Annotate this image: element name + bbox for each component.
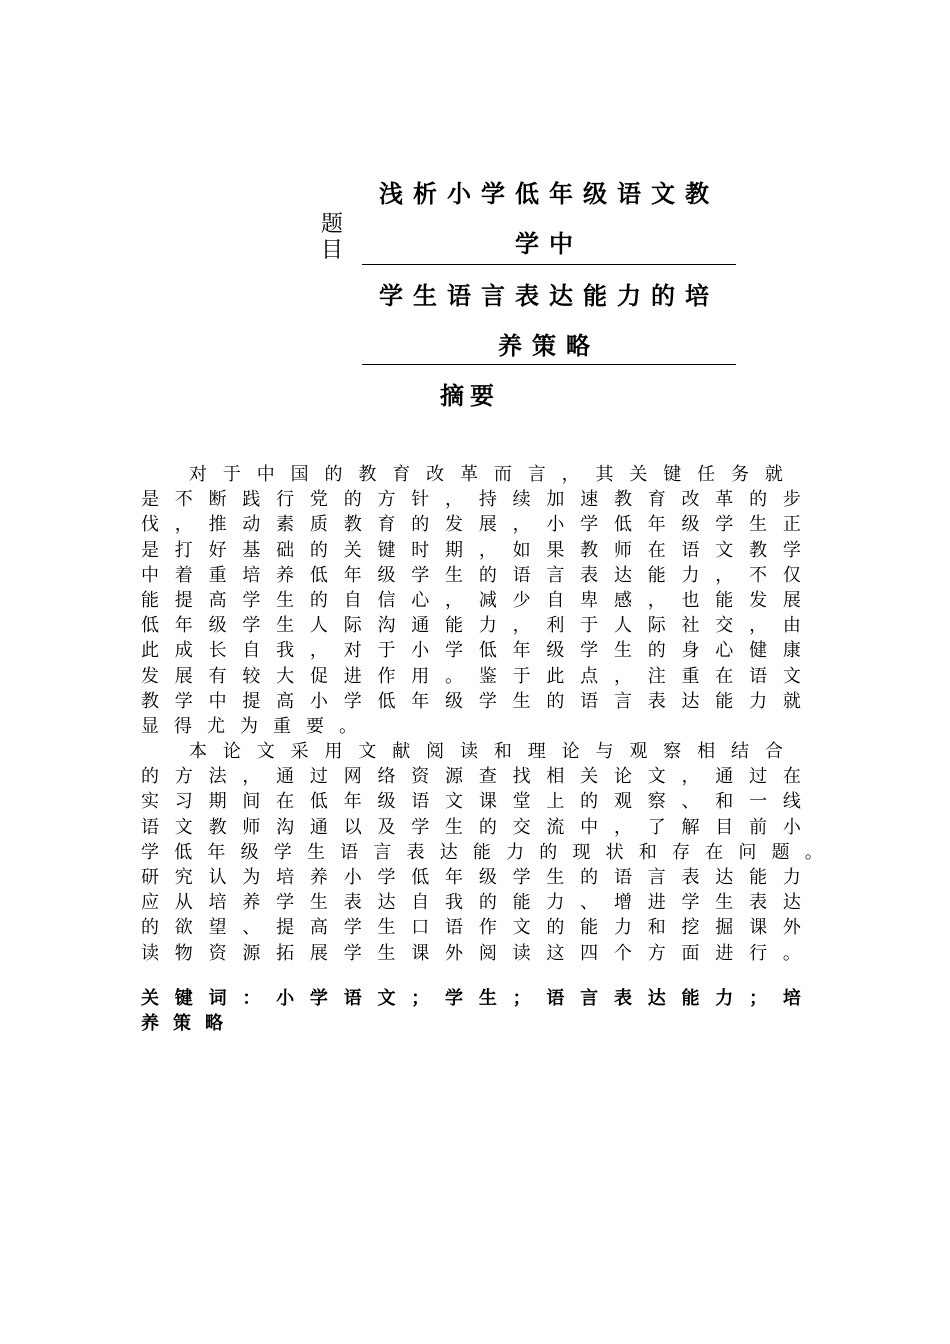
title-underline-2	[362, 364, 736, 365]
abstract-line: 伐 ， 推 动 素 质 教 育 的 发 展 ， 小 学 低 年 级 学 生 正	[141, 514, 801, 536]
abstract-line: 语 文 教 师 沟 通 以 及 学 生 的 交 流 中 ， 了 解 目 前 小	[141, 816, 801, 838]
keywords-line: 养 策 略	[141, 1013, 223, 1035]
abstract-line: 低 年 级 学 生 人 际 沟 通 能 力 ， 利 于 人 际 社 交 ， 由	[141, 615, 801, 637]
title-underline-1	[362, 264, 736, 265]
abstract-line: 中 着 重 培 养 低 年 级 学 生 的 语 言 表 达 能 力 ， 不 仅	[141, 564, 801, 586]
abstract-line: 显 得 尤 为 重 要 。	[141, 715, 357, 737]
abstract-line: 是 不 断 践 行 党 的 方 针 ， 持 续 加 速 教 育 改 革 的 步	[141, 489, 801, 511]
abstract-line: 实 习 期 间 在 低 年 级 语 文 课 堂 上 的 观 察 、 和 一 线	[141, 791, 801, 813]
abstract-line: 对 于 中 国 的 教 育 改 革 而 言 ， 其 关 键 任 务 就	[189, 464, 783, 485]
abstract-line: 发 展 有 较 大 促 进 作 用 。 鉴 于 此 点 ， 注 重 在 语 文	[141, 665, 801, 687]
abstract-line: 研 究 认 为 培 养 小 学 低 年 级 学 生 的 语 言 表 达 能 力	[141, 867, 801, 888]
title-line-3: 学生语言表达能力的培	[379, 282, 719, 310]
abstract-line: 此 成 长 自 我 ， 对 于 小 学 低 年 级 学 生 的 身 心 健 康	[141, 640, 801, 662]
abstract-line: 的 欲 望 、 提 高 学 生 口 语 作 文 的 能 力 和 挖 掘 课 外	[141, 917, 801, 939]
abstract-heading: 摘要	[440, 382, 500, 410]
abstract-line: 学 低 年 级 学 生 语 言 表 达 能 力 的 现 状 和 存 在 问 题 。	[141, 841, 823, 863]
keywords-line: 关 键 词 ： 小 学 语 文 ； 学 生 ； 语 言 表 达 能 力 ； 培	[141, 988, 801, 1009]
title-line-4: 养策略	[498, 332, 600, 360]
abstract-line: 是 打 好 基 础 的 关 键 时 期 ， 如 果 教 师 在 语 文 教 学	[141, 539, 801, 561]
abstract-line: 读 物 资 源 拓 展 学 生 课 外 阅 读 这 四 个 方 面 进 行 。	[141, 942, 801, 964]
abstract-line: 应 从 培 养 学 生 表 达 自 我 的 能 力 、 增 进 学 生 表 达	[141, 892, 801, 914]
abstract-line: 能 提 高 学 生 的 自 信 心 ， 减 少 自 卑 感 ， 也 能 发 展	[141, 589, 801, 611]
title-line-2: 学中	[515, 230, 583, 258]
title-line-1: 浅析小学低年级语文教	[379, 180, 719, 208]
title-label: 题目	[320, 212, 343, 263]
abstract-line: 本 论 文 采 用 文 献 阅 读 和 理 论 与 观 察 相 结 合	[189, 741, 783, 763]
abstract-line: 教 学 中 提 高 小 学 低 年 级 学 生 的 语 言 表 达 能 力 就	[141, 690, 801, 712]
abstract-body	[141, 462, 823, 966]
abstract-line: 的 方 法 ， 通 过 网 络 资 源 查 找 相 关 论 文 ， 通 过 在	[141, 766, 801, 788]
keywords	[141, 986, 801, 1036]
